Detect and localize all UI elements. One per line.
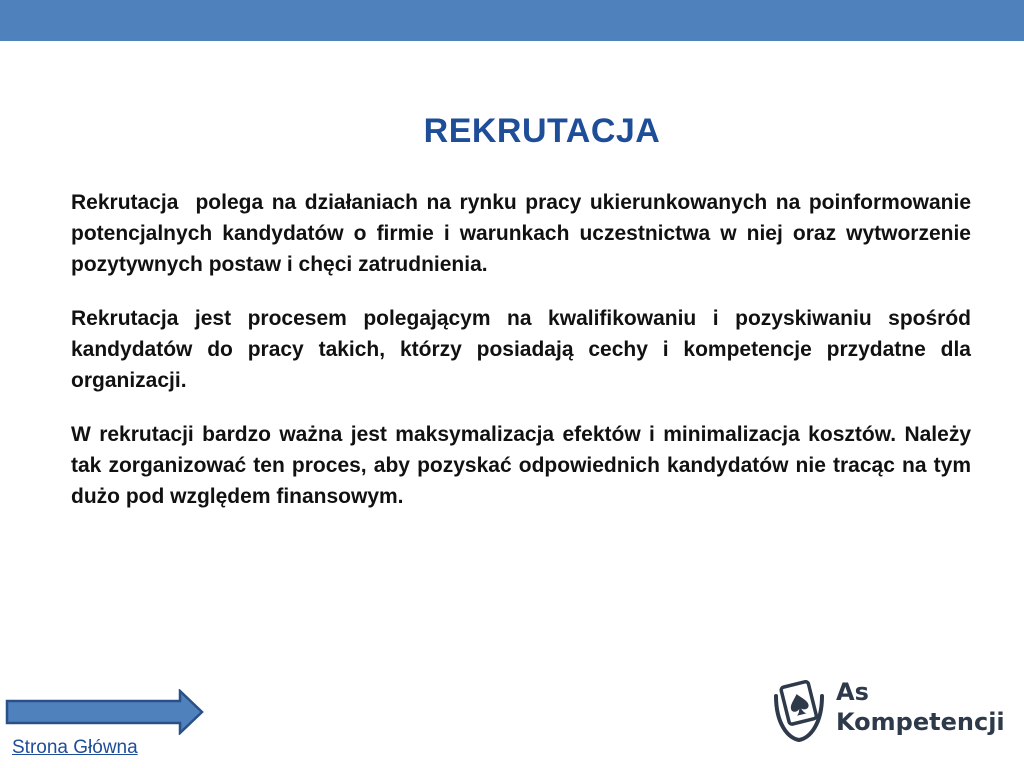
logo-text-line2: Kompetencji — [836, 708, 1005, 736]
slide-title: REKRUTACJA — [423, 112, 661, 150]
paragraph-1: Rekrutacja polega na działaniach na rynku pracy ukierunkowanych na poinformowanie potencjalnych kandydatów o firmie i warunkach uczestnictwa w niej oraz wytworzenie pozytywnych postaw i chęci zatrudnienia. — [71, 191, 977, 276]
spade-card-icon — [768, 674, 830, 744]
paragraph-2: Rekrutacja jest procesem polegającym na kwalifikowaniu i pozyskiwaniu spośród kandydatów do pracy takich, którzy posiadają cechy i kompetencje przydatne dla organizacji. — [71, 307, 977, 392]
slide-content — [71, 187, 977, 535]
right-arrow-icon[interactable] — [4, 689, 204, 735]
home-link[interactable]: Strona Główna — [12, 737, 138, 758]
logo-text-line1: As — [836, 678, 869, 706]
logo — [768, 670, 1008, 750]
top-bar — [0, 0, 1024, 41]
paragraph-3: W rekrutacji bardzo ważna jest maksymalizacja efektów i minimalizacja kosztów. Należy tak zorganizować ten proces, aby pozyskać odpowiednich kandydatów nie tracąc na tym dużo pod względem finansowym. — [71, 423, 977, 508]
